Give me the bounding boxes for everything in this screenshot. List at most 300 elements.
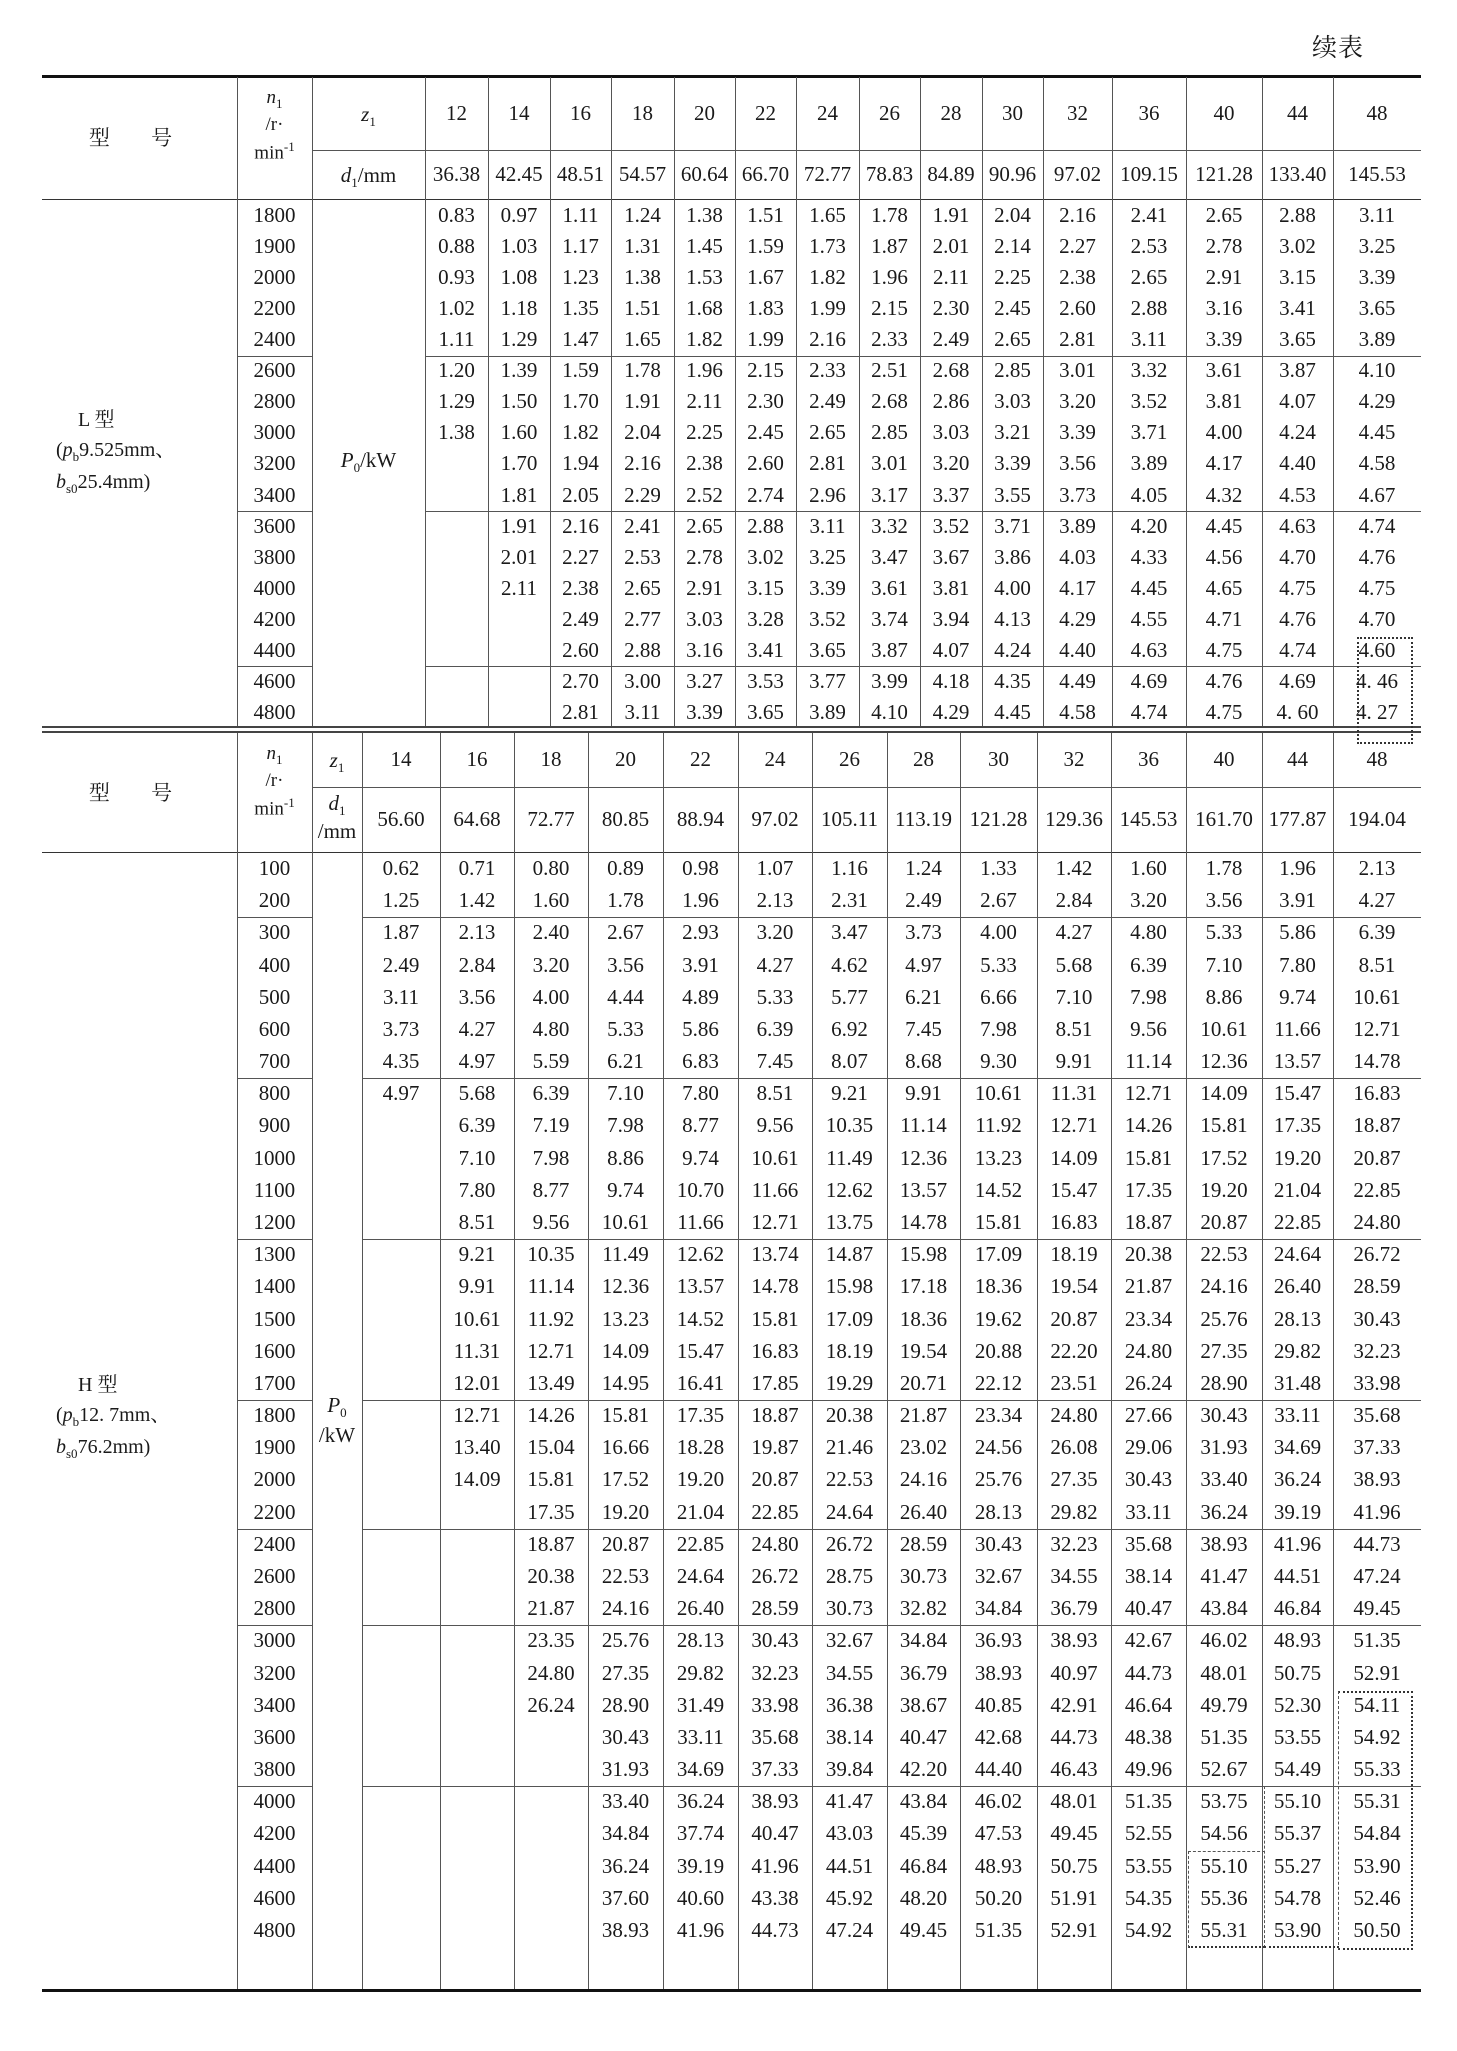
group-divider <box>237 1239 312 1240</box>
power-value: 20.87 <box>1353 1145 1401 1170</box>
z1-value: 18 <box>632 100 653 125</box>
power-value: 27.35 <box>1050 1467 1098 1492</box>
power-value: 24.16 <box>601 1596 650 1621</box>
power-value: 1.33 <box>980 856 1017 880</box>
group-divider <box>237 1078 312 1079</box>
n1-speed-value: 3400 <box>253 1692 296 1717</box>
power-value: 4.74 <box>1130 699 1168 724</box>
power-value: 2.01 <box>932 234 970 259</box>
power-value: 37.74 <box>676 1821 725 1846</box>
z1-value: 24 <box>817 100 838 125</box>
power-value: 19.54 <box>899 1338 948 1363</box>
power-value: 2.13 <box>458 920 496 945</box>
power-value: 3.94 <box>932 606 970 631</box>
n1-speed-value: 4400 <box>253 1853 296 1878</box>
power-value: 2.84 <box>458 952 496 977</box>
z1-value: 18 <box>540 747 562 771</box>
z1-header <box>312 101 425 130</box>
power-value: 15.81 <box>974 1209 1023 1234</box>
symbol-subscript: 1 <box>276 751 283 767</box>
power-value: 4.27 <box>458 1016 496 1041</box>
power-value: 3.32 <box>1130 358 1168 383</box>
n1-speed-value: 2600 <box>253 358 296 383</box>
power-value: 33.11 <box>1125 1499 1172 1524</box>
power-value: 55.10 <box>1200 1853 1248 1878</box>
power-value: 19.29 <box>825 1370 874 1395</box>
symbol-subscript: s0 <box>66 1445 78 1461</box>
power-value: 3.91 <box>682 952 719 977</box>
power-value: 33.11 <box>677 1724 724 1749</box>
power-value: 1.82 <box>562 420 599 445</box>
p0-unit-label <box>312 1392 362 1449</box>
power-value: 2.65 <box>1205 203 1243 227</box>
power-value: 20.87 <box>1050 1306 1098 1331</box>
power-value: 1.65 <box>809 203 846 227</box>
power-value: 7.98 <box>980 1016 1017 1041</box>
power-value: 11.66 <box>751 1177 799 1202</box>
power-value: 4.33 <box>1130 544 1168 569</box>
power-value: 2.78 <box>1205 234 1243 259</box>
power-value: 1.11 <box>438 327 475 352</box>
power-value: 17.85 <box>751 1370 799 1395</box>
power-value: 3.73 <box>1059 482 1096 507</box>
power-value: 4.58 <box>1358 451 1396 476</box>
power-value: 21.87 <box>899 1403 948 1428</box>
power-value: 7.10 <box>607 1081 644 1106</box>
symbol-subscript: 1 <box>369 113 376 129</box>
power-value: 41.96 <box>676 1917 725 1942</box>
power-value: 2.88 <box>624 637 661 662</box>
power-value: 2.41 <box>1130 203 1168 227</box>
power-value: 1.29 <box>438 389 475 414</box>
power-value: 3.03 <box>994 389 1031 414</box>
n1-unit-line: $\min^{-1}$ <box>254 794 295 820</box>
power-value: 7.80 <box>682 1081 719 1106</box>
power-value: 38.93 <box>601 1917 650 1942</box>
max-power-highlight <box>1264 1786 1339 1948</box>
power-value: 28.59 <box>899 1531 948 1556</box>
power-value: 49.79 <box>1200 1692 1248 1717</box>
power-value: 52.91 <box>1353 1660 1401 1685</box>
power-value: 14.09 <box>1200 1081 1248 1106</box>
z1-value: 14 <box>390 747 412 771</box>
symbol: b <box>56 1435 66 1458</box>
power-value: 1.38 <box>438 420 475 445</box>
z-column-divider <box>1262 77 1263 726</box>
power-value: 28.75 <box>825 1563 874 1588</box>
power-value: 1.65 <box>624 327 661 352</box>
power-value: 1.35 <box>562 296 599 321</box>
n1-speed-value: 400 <box>258 952 291 977</box>
power-value: 23.02 <box>899 1435 948 1460</box>
power-value: 25.76 <box>601 1628 650 1653</box>
power-value: 1.82 <box>686 327 723 352</box>
power-value: 4.29 <box>1358 389 1396 414</box>
n1-speed-value: 2200 <box>253 1499 296 1524</box>
power-value: 1.16 <box>831 856 868 880</box>
power-value: 4.35 <box>382 1049 420 1074</box>
n1-unit-line: /r· <box>265 770 284 792</box>
power-value: 13.23 <box>601 1306 650 1331</box>
power-value: 32.23 <box>1050 1531 1098 1556</box>
power-value: 2.68 <box>932 358 970 383</box>
power-value: 20.38 <box>1124 1242 1173 1267</box>
power-value: 1.81 <box>500 482 538 507</box>
n1-speed-value: 4600 <box>253 668 296 693</box>
p0-unit: /kW <box>360 448 397 472</box>
power-value: 34.69 <box>676 1757 725 1782</box>
z1-value: 26 <box>879 100 900 125</box>
power-value: 2.16 <box>624 451 661 476</box>
n1-speed-value: 2400 <box>253 327 296 352</box>
group-divider <box>237 356 312 357</box>
power-value: 4.40 <box>1279 451 1316 476</box>
power-value: 38.93 <box>751 1789 799 1814</box>
power-value: 5.68 <box>458 1081 496 1106</box>
table-bottom-rule <box>42 1989 1421 1992</box>
power-value: 2.70 <box>562 668 599 693</box>
power-value: 1.24 <box>905 856 942 880</box>
power-value: 1.24 <box>624 203 661 227</box>
symbol: P <box>340 448 354 472</box>
power-value: 7.98 <box>1130 984 1167 1009</box>
power-value: 53.90 <box>1353 1853 1401 1878</box>
z1-value: 44 <box>1287 747 1308 771</box>
power-value: 2.11 <box>933 265 969 290</box>
power-value: 2.78 <box>686 544 723 569</box>
power-value: 55.27 <box>1273 1853 1322 1878</box>
n1-speed-value: 200 <box>258 888 291 913</box>
power-value: 3.74 <box>871 606 908 631</box>
power-value: 4.70 <box>1358 606 1396 631</box>
power-value: 1.67 <box>747 265 784 290</box>
power-value: 13.75 <box>825 1209 874 1234</box>
n1-speed-value: 3000 <box>253 1628 296 1653</box>
power-value: 46.02 <box>974 1789 1023 1814</box>
power-value: 33.98 <box>1353 1370 1401 1395</box>
power-value: 4.29 <box>932 699 970 724</box>
z1-value: 14 <box>508 100 530 125</box>
power-value: 2.65 <box>1130 265 1168 290</box>
power-value: 26.24 <box>527 1692 575 1717</box>
power-value: 4.76 <box>1279 606 1316 631</box>
power-value: 2.45 <box>747 420 784 445</box>
power-value: 44.73 <box>1353 1531 1401 1556</box>
power-value: 24.80 <box>751 1531 799 1556</box>
power-value: 15.81 <box>1200 1113 1248 1138</box>
power-value: 3.65 <box>747 699 784 724</box>
power-value: 11.31 <box>453 1338 501 1363</box>
power-value: 44.73 <box>1050 1724 1098 1749</box>
power-value: 4.32 <box>1205 482 1243 507</box>
n1-speed-value: 1100 <box>253 1177 296 1202</box>
power-value: 14.78 <box>899 1209 948 1234</box>
d1-value: 36.38 <box>432 161 481 186</box>
z-column-divider <box>960 733 961 1990</box>
power-value: 1.18 <box>500 296 538 321</box>
max-power-highlight <box>1188 1851 1265 1948</box>
power-value: 2.67 <box>980 888 1017 913</box>
power-value: 4.74 <box>1358 513 1396 538</box>
power-value: 18.36 <box>899 1306 948 1331</box>
power-value: 50.75 <box>1050 1853 1098 1878</box>
d1-value: 84.89 <box>927 161 975 186</box>
power-value: 4.20 <box>1130 513 1168 538</box>
power-value: 0.83 <box>438 203 475 227</box>
d1-value: 97.02 <box>1053 161 1102 186</box>
power-value: 21.87 <box>527 1596 575 1621</box>
z-column-divider <box>982 77 983 726</box>
power-value: 9.30 <box>980 1049 1017 1074</box>
power-value: 22.85 <box>1273 1209 1322 1234</box>
power-value: 4.17 <box>1059 575 1096 600</box>
power-value: 1.70 <box>562 389 599 414</box>
table-top-rule <box>42 75 1421 78</box>
belt-width: $b_{s0}76.2mm$) <box>56 1435 151 1461</box>
power-value: 12.36 <box>601 1274 650 1299</box>
power-value: 9.21 <box>458 1242 496 1267</box>
power-value: 51.35 <box>1353 1628 1401 1653</box>
section-double-rule-top <box>42 726 1421 728</box>
power-value: 7.98 <box>607 1113 644 1138</box>
power-value: 54.49 <box>1273 1757 1322 1782</box>
power-value: 4.75 <box>1279 575 1316 600</box>
power-value: 3.39 <box>1358 265 1396 290</box>
power-value: 20.38 <box>825 1403 874 1428</box>
power-value: 1.78 <box>871 203 908 227</box>
power-value: 9.91 <box>1055 1049 1093 1074</box>
power-value: 3.15 <box>747 575 784 600</box>
power-value: 30.43 <box>1353 1306 1401 1331</box>
power-value: 4.89 <box>682 984 719 1009</box>
power-value: 8.51 <box>458 1209 496 1234</box>
power-value: 5.33 <box>1205 920 1243 945</box>
power-value: 29.06 <box>1124 1435 1173 1460</box>
power-value: 17.35 <box>676 1403 725 1428</box>
symbol-subscript: 1 <box>337 760 345 776</box>
z-column-divider <box>738 733 739 1990</box>
power-value: 24.64 <box>1273 1242 1322 1267</box>
power-value: 1.91 <box>932 203 970 227</box>
power-value: 51.35 <box>1200 1724 1248 1749</box>
n1-header <box>237 85 312 166</box>
power-value: 12.36 <box>899 1145 948 1170</box>
power-value: 4.69 <box>1279 668 1316 693</box>
power-value: 10.61 <box>974 1081 1023 1106</box>
power-value: 11.49 <box>826 1145 873 1170</box>
power-value: 3.81 <box>932 575 970 600</box>
power-value: 3.89 <box>1358 327 1396 352</box>
power-value: 2.91 <box>1205 265 1243 290</box>
power-value: 2.60 <box>747 451 784 476</box>
power-value: 13.57 <box>1273 1049 1322 1074</box>
z1-value: 26 <box>839 747 860 771</box>
power-value: 4.00 <box>1205 420 1243 445</box>
power-value: 2.05 <box>562 482 599 507</box>
power-value: 31.93 <box>601 1757 650 1782</box>
power-value: 17.52 <box>1200 1145 1248 1170</box>
d1-value: 194.04 <box>1348 806 1406 831</box>
power-value: 28.59 <box>751 1596 799 1621</box>
power-value: 33.40 <box>1200 1467 1248 1492</box>
power-value: 1.07 <box>756 856 794 880</box>
power-value: 26.40 <box>899 1499 948 1524</box>
power-value: 11.14 <box>527 1274 575 1299</box>
power-value: 15.81 <box>1124 1145 1173 1170</box>
header-divider <box>312 150 1421 151</box>
power-value: 49.45 <box>1050 1821 1098 1846</box>
n1-speed-value: 3800 <box>253 544 296 569</box>
power-value: 1.70 <box>500 451 538 476</box>
power-value: 2.65 <box>809 420 846 445</box>
n1-unit-sup: -1 <box>283 794 295 810</box>
symbol-subscript: 0 <box>353 460 361 476</box>
power-value: 12.71 <box>1124 1081 1173 1106</box>
power-value: 1.99 <box>809 296 846 321</box>
power-value: 4.00 <box>532 984 570 1009</box>
power-value: 4.45 <box>1130 575 1168 600</box>
power-value: 40.85 <box>974 1692 1023 1717</box>
power-value: 15.81 <box>527 1467 575 1492</box>
symbol: z <box>329 748 338 772</box>
power-value: 14.26 <box>1124 1113 1173 1138</box>
z1-value: 30 <box>1002 100 1023 125</box>
power-value: 2.81 <box>1059 327 1096 352</box>
power-value: 14.78 <box>751 1274 799 1299</box>
power-value: 1.96 <box>871 265 908 290</box>
z1-header <box>312 747 362 776</box>
power-value: 48.20 <box>899 1885 948 1910</box>
power-value: 24.64 <box>825 1499 874 1524</box>
power-value: 3.39 <box>1059 420 1096 445</box>
power-value: 4.97 <box>905 952 942 977</box>
power-value: 38.14 <box>1124 1563 1173 1588</box>
power-value: 7.98 <box>532 1145 570 1170</box>
power-value: 3.41 <box>1279 296 1316 321</box>
power-value: 20.38 <box>527 1563 575 1588</box>
belt-type-label <box>56 1370 256 1463</box>
z1-value: 40 <box>1213 747 1235 771</box>
power-value: 2.30 <box>747 389 784 414</box>
power-value: 2.04 <box>624 420 661 445</box>
n1-unit-line: $\min^{-1}$ <box>254 138 295 164</box>
power-value: 28.13 <box>676 1628 725 1653</box>
power-value: 4.27 <box>1055 920 1093 945</box>
power-value: 14.09 <box>453 1467 501 1492</box>
power-value: 26.40 <box>676 1596 725 1621</box>
power-value: 1.17 <box>562 234 599 259</box>
power-value: 42.67 <box>1124 1628 1173 1653</box>
power-value: 26.40 <box>1273 1274 1322 1299</box>
power-value: 2.04 <box>994 203 1031 227</box>
power-value: 52.30 <box>1273 1692 1322 1717</box>
power-value: 2.49 <box>809 389 846 414</box>
power-value: 1.11 <box>562 203 599 227</box>
power-value: 3.52 <box>1130 389 1168 414</box>
power-value: 54.35 <box>1124 1885 1173 1910</box>
group-divider <box>237 917 312 918</box>
power-value: 3.11 <box>1131 327 1167 352</box>
power-value: 7.10 <box>458 1145 496 1170</box>
power-value: 1.59 <box>747 234 784 259</box>
power-value: 15.47 <box>1273 1081 1322 1106</box>
n1-unit-line: /r· <box>265 114 284 136</box>
power-value: 3.89 <box>809 699 846 724</box>
power-value: 6.83 <box>682 1049 719 1074</box>
power-value: 3.21 <box>994 420 1031 445</box>
power-value: 2.49 <box>382 952 420 977</box>
power-value: 43.84 <box>899 1789 948 1814</box>
d1-value: 121.28 <box>1195 161 1253 186</box>
power-value: 17.52 <box>601 1467 650 1492</box>
power-value: 3.86 <box>994 544 1031 569</box>
z1-value: 32 <box>1067 100 1088 125</box>
power-value: 3.71 <box>1130 420 1168 445</box>
power-value: 12.36 <box>1200 1049 1248 1074</box>
power-value: 30.43 <box>601 1724 650 1749</box>
power-value: 3.39 <box>994 451 1031 476</box>
power-value: 4.75 <box>1358 575 1396 600</box>
power-value: 2.88 <box>747 513 784 538</box>
power-value: 2.11 <box>686 389 723 414</box>
power-value: 21.87 <box>1124 1274 1173 1299</box>
power-value: 9.21 <box>831 1081 868 1106</box>
power-value: 43.03 <box>825 1821 874 1846</box>
power-value: 3.55 <box>994 482 1031 507</box>
power-value: 4.45 <box>1358 420 1396 445</box>
power-value: 3.89 <box>1130 451 1168 476</box>
power-value: 14.95 <box>601 1370 650 1395</box>
power-value: 4.45 <box>994 699 1031 724</box>
z1-value: 22 <box>690 747 711 771</box>
z-column-divider <box>611 77 612 726</box>
power-value: 51.91 <box>1050 1885 1098 1910</box>
power-value: 3.61 <box>871 575 908 600</box>
d1-value: 177.87 <box>1268 806 1327 831</box>
z-column-divider <box>1043 77 1044 726</box>
power-value: 8.51 <box>1358 952 1396 977</box>
power-value: 3.87 <box>1279 358 1316 383</box>
power-value: 8.51 <box>1055 1016 1093 1041</box>
power-value: 26.24 <box>1124 1370 1173 1395</box>
symbol: n <box>266 743 276 764</box>
power-value: 14.09 <box>601 1338 650 1363</box>
power-value: 4.49 <box>1059 668 1096 693</box>
power-value: 20.71 <box>899 1370 948 1395</box>
power-value: 1.96 <box>1279 856 1316 880</box>
power-value: 3.32 <box>871 513 908 538</box>
power-value: 55.10 <box>1273 1789 1322 1814</box>
power-value: 36.79 <box>1050 1596 1098 1621</box>
d1-value: 60.64 <box>680 161 729 186</box>
power-value: 3.99 <box>871 668 908 693</box>
symbol-subscript: b <box>72 1414 80 1429</box>
power-value: 2.25 <box>994 265 1031 290</box>
power-value: 11.49 <box>602 1242 649 1267</box>
power-value: 49.45 <box>899 1917 948 1942</box>
power-value: 31.93 <box>1200 1435 1248 1460</box>
power-value: 8.86 <box>1205 984 1243 1009</box>
power-value: 22.20 <box>1050 1338 1098 1363</box>
power-value: 2.60 <box>562 637 599 662</box>
power-value: 40.47 <box>1124 1596 1173 1621</box>
power-value: 4.35 <box>994 668 1031 693</box>
power-value: 1.50 <box>500 389 538 414</box>
power-value: 14.78 <box>1353 1049 1401 1074</box>
power-value: 32.67 <box>974 1563 1023 1588</box>
power-value: 1.53 <box>686 265 723 290</box>
power-value: 4. 46 <box>1356 668 1398 693</box>
